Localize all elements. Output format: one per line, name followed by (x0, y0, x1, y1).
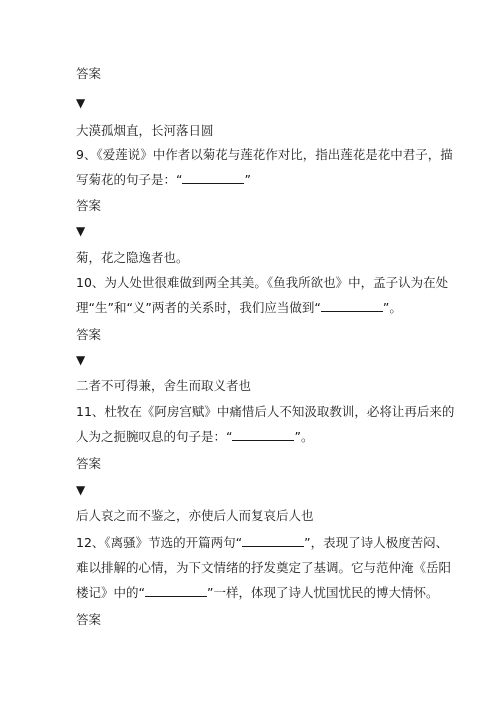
expand-triangle-icon[interactable]: ▼ (76, 483, 86, 497)
question-11-line-1: 11、杜牧在《阿房宫赋》中痛惜后人不知汲取教训，必将让再后来的 (76, 404, 455, 419)
question-12-text-3-cont: ”一样，体现了诗人忧国忧民的博大情怀。 (206, 585, 439, 600)
question-12-line-2: 难以排解的心情，为下文情绪的抒发奠定了基调。它与范仲淹《岳阳 (76, 560, 452, 575)
expand-triangle-icon[interactable]: ▼ (76, 96, 86, 110)
expand-triangle-icon[interactable]: ▼ (76, 224, 86, 238)
answer-label: 答案 (76, 456, 102, 471)
fill-blank[interactable] (242, 535, 304, 547)
question-12-line-1 (76, 535, 449, 551)
question-10-close: ”。 (382, 300, 402, 315)
question-10-line-2 (76, 300, 440, 316)
question-12-text: 12、《离骚》节选的开篇两句“ (76, 535, 243, 550)
fill-blank[interactable] (145, 585, 207, 597)
question-12-text-cont: ”，表现了诗人极度苦闷、 (304, 535, 449, 550)
answer-text-8: 大漠孤烟直，长河落日圆 (76, 123, 214, 138)
answer-label: 答案 (76, 66, 102, 81)
question-9-line-2 (76, 172, 440, 188)
fill-blank[interactable] (321, 300, 383, 312)
expand-triangle-icon[interactable]: ▼ (76, 353, 86, 367)
answer-text-9: 菊，花之隐逸者也。 (76, 250, 189, 265)
question-12-line-3 (76, 585, 440, 601)
answer-text-10: 二者不可得兼，舍生而取义者也 (76, 378, 252, 393)
question-10-line-1: 10、为人处世很难做到两全其美。《鱼我所欲也》中，孟子认为在处 (76, 275, 449, 290)
answer-label: 答案 (76, 327, 102, 342)
question-9-text: 写菊花的句子是：“ (76, 172, 183, 187)
question-11-close: ”。 (294, 429, 314, 444)
question-9-close: ” (244, 172, 251, 187)
question-11-text: 人为之扼腕叹息的句子是：“ (76, 429, 233, 444)
question-12-text-3: 楼记》中的“ (76, 585, 145, 600)
answer-label: 答案 (76, 198, 102, 213)
fill-blank[interactable] (232, 429, 294, 441)
question-10-text: 理“生”和“义”两者的关系时，我们应当做到“ (76, 300, 321, 315)
question-11-line-2 (76, 429, 440, 445)
answer-label: 答案 (76, 612, 102, 627)
fill-blank[interactable] (182, 172, 244, 184)
question-9-line-1: 9、《爱莲说》中作者以菊花与莲花作对比，指出莲花是花中君子，描 (76, 147, 453, 162)
answer-text-11: 后人哀之而不鉴之，亦使后人而复哀后人也 (76, 508, 314, 523)
